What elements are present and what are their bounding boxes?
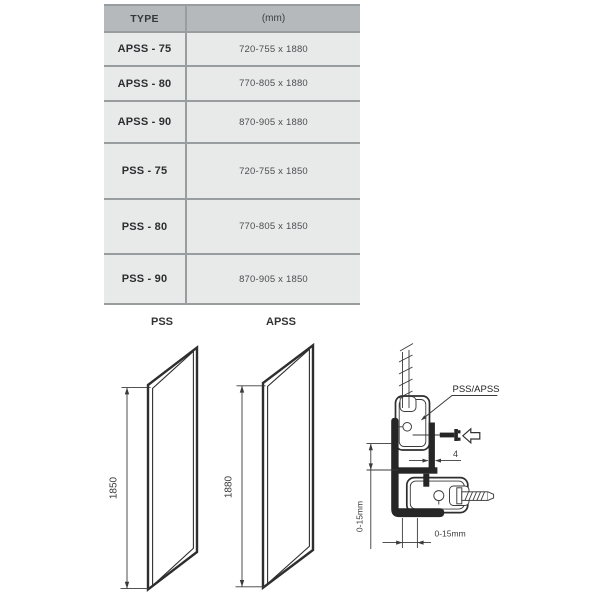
glass-thickness-dimension [409, 449, 461, 463]
horizontal-adjustment-dimension [383, 518, 466, 548]
table-row [104, 32, 360, 66]
dimensions-cell: 720-755 x 1850 [186, 143, 360, 199]
table-row [104, 143, 360, 199]
dimensions-cell: 770-805 x 1880 [186, 66, 360, 101]
horizontal-adjustment-label: 0-15mm [434, 528, 466, 539]
panel-drawings [100, 335, 340, 600]
profile-callout-label: PSS/APSS [452, 384, 500, 395]
apss-diagram-title: APSS [266, 316, 296, 328]
type-cell: PSS - 80 [104, 199, 186, 254]
pss-height-dimension [109, 388, 151, 589]
dimensions-cell: 770-805 x 1850 [186, 199, 360, 254]
type-cell: PSS - 75 [104, 143, 186, 199]
type-cell: APSS - 90 [104, 101, 186, 143]
dimensions-cell: 870-905 x 1850 [186, 254, 360, 304]
table-row [104, 101, 360, 143]
table-header-row [104, 5, 360, 32]
set-screw [440, 429, 461, 441]
pss-height-label: 1850 [108, 476, 120, 500]
type-cell: APSS - 80 [104, 66, 186, 101]
column-header-mm: (mm) [186, 5, 360, 32]
table-row [104, 254, 360, 304]
type-cell: PSS - 90 [104, 254, 186, 304]
push-direction-arrow-icon [463, 429, 480, 443]
apss-height-dimension [224, 386, 266, 587]
pss-diagram-title: PSS [150, 316, 173, 328]
column-header-type: TYPE [104, 5, 186, 32]
apss-panel-drawing [224, 345, 314, 587]
table-row [104, 199, 360, 254]
pss-panel-drawing [109, 348, 198, 590]
vertical-adjustment-label: 0-15mm [354, 500, 365, 533]
glass-thickness-label: 4 [452, 449, 459, 459]
type-cell: APSS - 75 [104, 32, 186, 66]
table-row [104, 66, 360, 101]
profile-section-drawing [350, 338, 512, 555]
dimensions-cell: 870-905 x 1880 [186, 101, 360, 143]
apss-height-label: 1880 [223, 475, 235, 499]
dimensions-cell: 720-755 x 1880 [186, 32, 360, 66]
profile-callout [421, 384, 500, 420]
size-table [104, 4, 360, 305]
